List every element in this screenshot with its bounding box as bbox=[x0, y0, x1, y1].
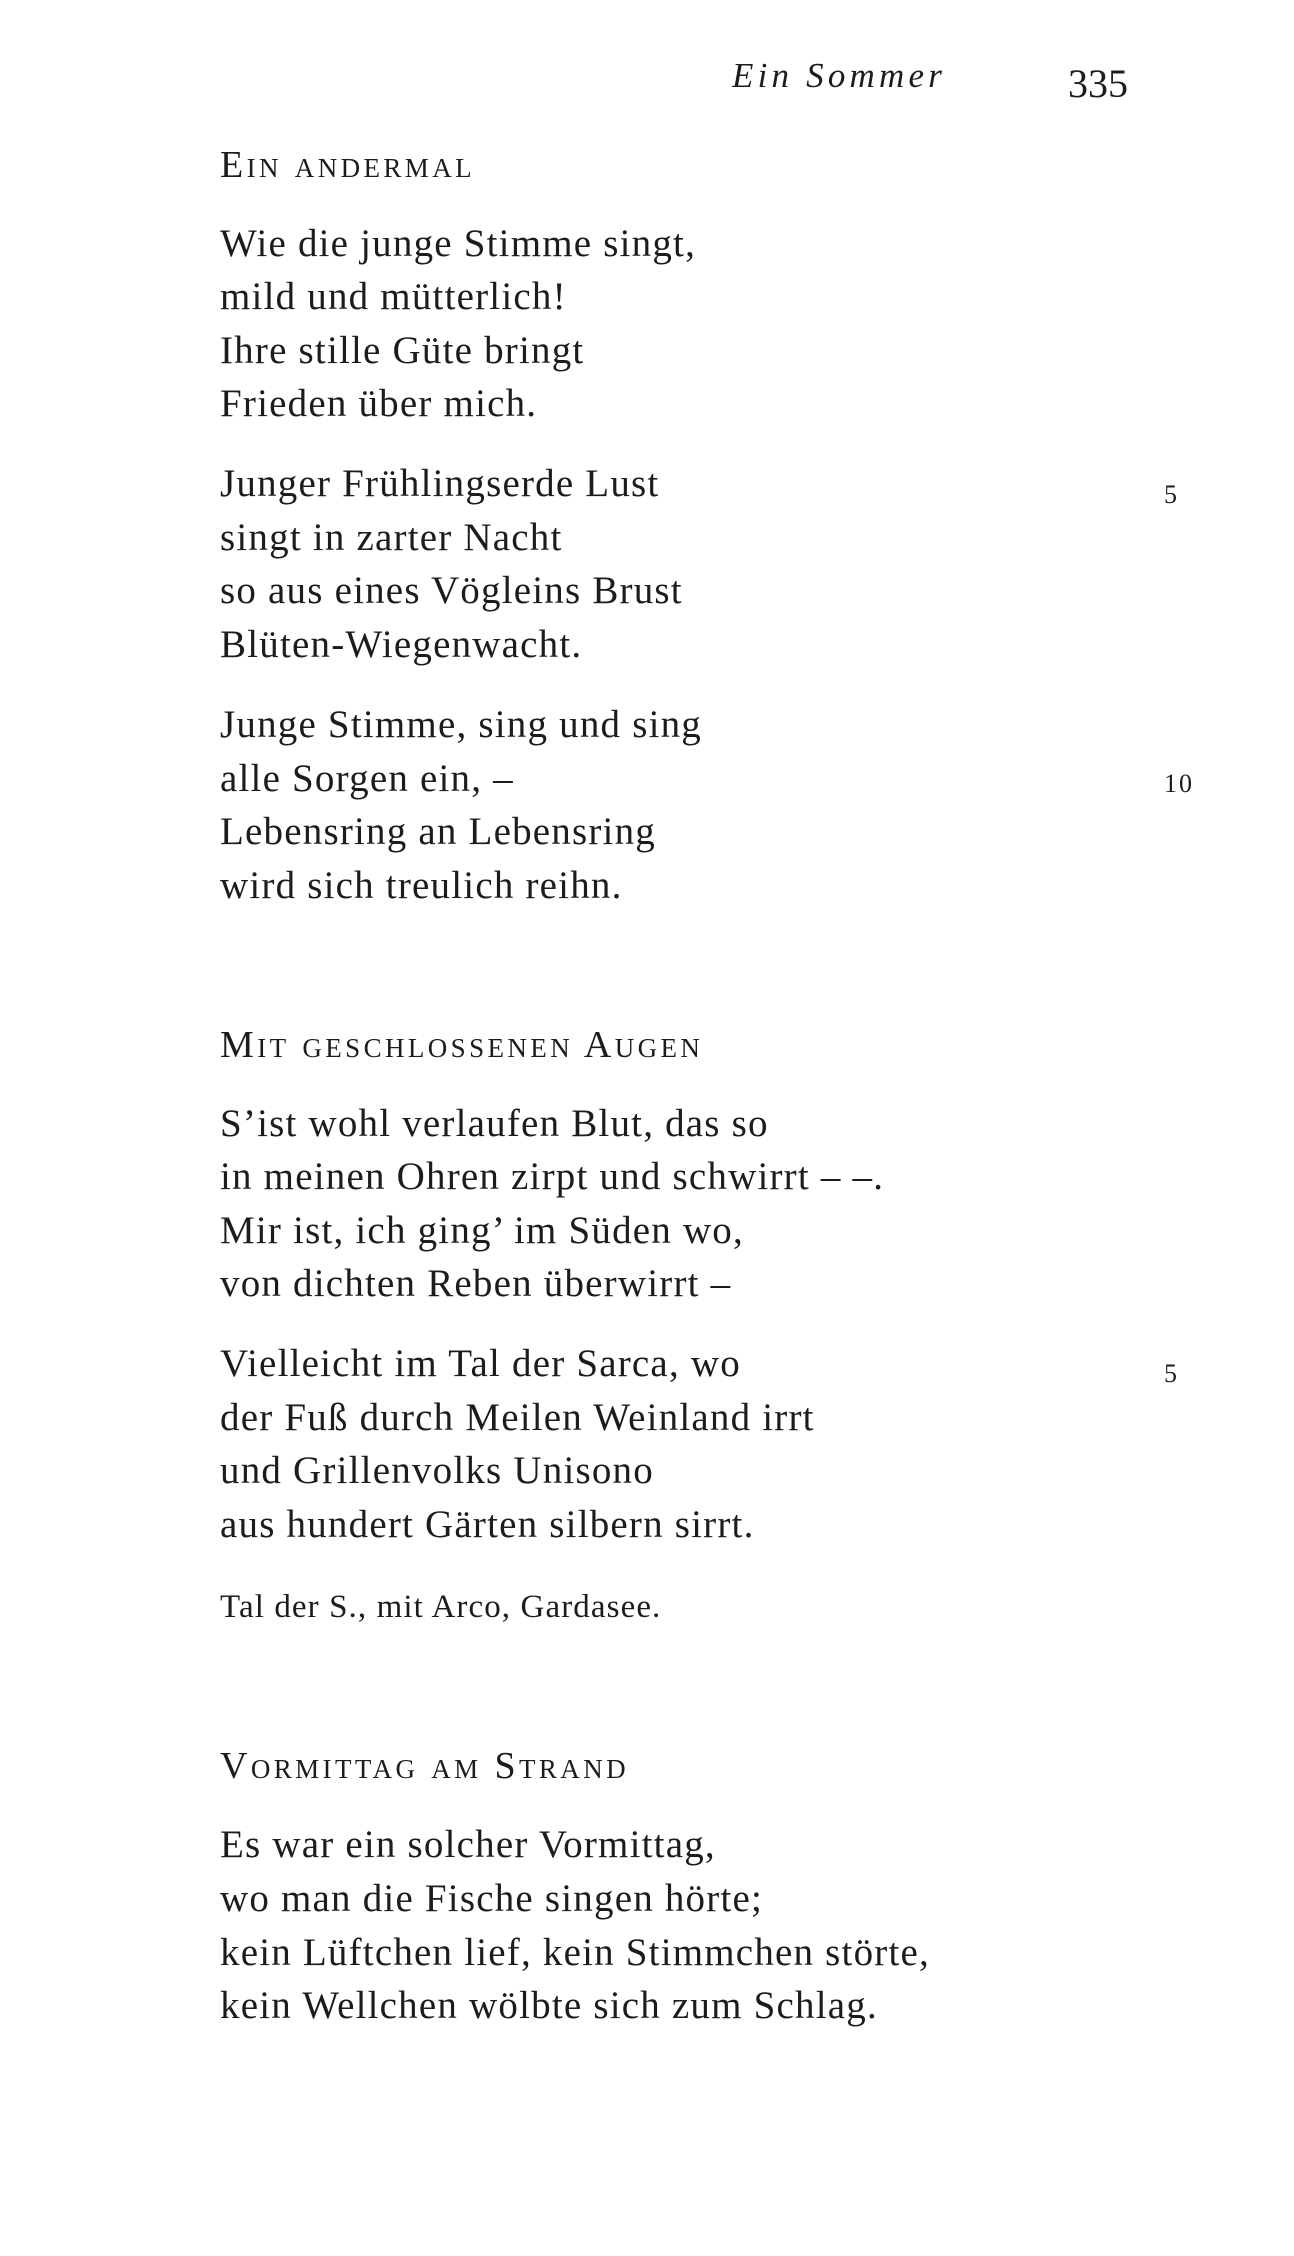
verse-line: so aus eines Vögleins Brust bbox=[220, 569, 683, 612]
poem-title: Vormittag am Strand bbox=[220, 1745, 630, 1787]
verse-line: singt in zarter Nacht bbox=[220, 516, 563, 559]
verse-line: alle Sorgen ein, – bbox=[220, 757, 514, 800]
verse-line: Es war ein solcher Vormittag, bbox=[220, 1823, 716, 1866]
poem-title: Ein andermal bbox=[220, 144, 475, 186]
verse-line: wird sich treulich reihn. bbox=[220, 864, 623, 907]
verse-line: Junge Stimme, sing und sing bbox=[220, 703, 703, 746]
verse-line: wo man die Fische singen hörte; bbox=[220, 1877, 764, 1920]
verse-line: Wie die junge Stimme singt, bbox=[220, 222, 697, 265]
verse-line: aus hundert Gärten silbern sirrt. bbox=[220, 1503, 755, 1546]
page-number: 335 bbox=[1068, 61, 1128, 106]
verse-line: Vielleicht im Tal der Sarca, wo bbox=[220, 1342, 741, 1385]
verse-line: von dichten Reben überwirrt – bbox=[220, 1262, 732, 1305]
verse-line: Mir ist, ich ging’ im Süden wo, bbox=[220, 1209, 744, 1252]
verse-line: kein Wellchen wölbte sich zum Schlag. bbox=[220, 1984, 878, 2027]
verse-line: der Fuß durch Meilen Weinland irrt bbox=[220, 1396, 815, 1439]
verse-line: in meinen Ohren zirpt und schwirrt – –. bbox=[220, 1155, 885, 1198]
commentary-note: Tal der S., mit Arco, Gardasee. bbox=[220, 1589, 662, 1625]
running-title: Ein Sommer bbox=[732, 56, 947, 95]
verse-line: Lebensring an Lebensring bbox=[220, 810, 656, 853]
line-number: 5 bbox=[1164, 1359, 1179, 1388]
verse-line: Frieden über mich. bbox=[220, 382, 538, 425]
verse-line: Blüten-Wiegenwacht. bbox=[220, 623, 583, 666]
verse-line: Junger Frühlingserde Lust bbox=[220, 462, 660, 505]
verse-line: und Grillenvolks Unisono bbox=[220, 1449, 654, 1492]
line-number: 10 bbox=[1164, 769, 1194, 798]
verse-line: kein Lüftchen lief, kein Stimmchen störte, bbox=[220, 1931, 930, 1974]
poem-title: Mit geschlossenen Augen bbox=[220, 1024, 704, 1066]
verse-line: mild und mütterlich! bbox=[220, 275, 567, 318]
verse-line: Ihre stille Güte bringt bbox=[220, 329, 585, 372]
line-number: 5 bbox=[1164, 480, 1179, 509]
verse-line: S’ist wohl verlaufen Blut, das so bbox=[220, 1102, 769, 1145]
